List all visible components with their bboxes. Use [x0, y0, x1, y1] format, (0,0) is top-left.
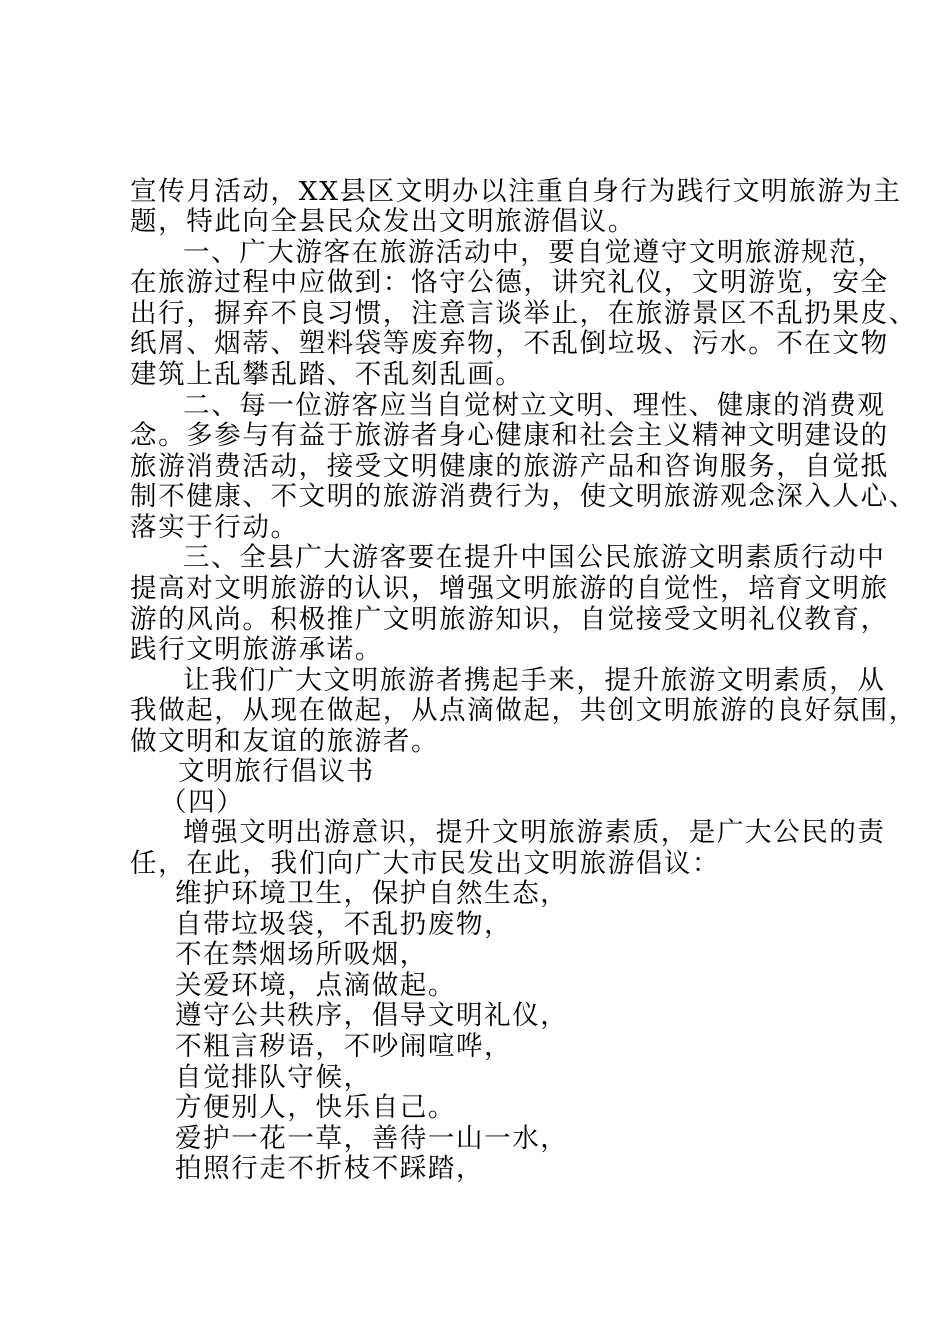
text-line-3: 一、广大游客在旅游活动中，要自觉遵守文明旅游规范，	[183, 237, 886, 268]
text-line-10: 旅游消费活动，接受文明健康的旅游产品和咨询服务，自觉抵	[130, 451, 889, 482]
text-line-12: 落实于行动。	[130, 512, 299, 543]
text-line-29: 不粗言秽语，不吵闹喧哗，	[175, 1031, 513, 1062]
text-line-31: 方便别人，快乐自己。	[175, 1092, 456, 1123]
text-line-24: 维护环境卫生，保护自然生态，	[175, 878, 569, 909]
text-line-17: 让我们广大文明旅游者携起手来，提升旅游文明素质，从	[183, 665, 886, 696]
text-line-27: 关爱环境，点滴做起。	[175, 970, 456, 1001]
text-line-4: 在旅游过程中应做到：恪守公德，讲究礼仪，文明游览，安全	[130, 267, 889, 298]
text-line-11: 制不健康、不文明的旅游消费行为，使文明旅游观念深入人心、	[130, 481, 917, 512]
text-line-1: 宣传月活动，XX县区文明办以注重自身行为践行文明旅游为主	[130, 176, 902, 207]
text-line-28: 遵守公共秩序，倡导文明礼仪，	[175, 1000, 569, 1031]
text-line-25: 自带垃圾袋，不乱扔废物，	[175, 909, 513, 940]
text-line-33: 拍照行走不折枝不踩踏，	[175, 1153, 485, 1184]
text-line-23: 任，在此，我们向广大市民发出文明旅游倡议：	[130, 848, 721, 879]
text-line-9: 念。多参与有益于旅游者身心健康和社会主义精神文明建设的	[130, 420, 889, 451]
text-line-7: 建筑上乱攀乱踏、不乱刻乱画。	[130, 359, 524, 390]
text-line-19: 做文明和友谊的旅游者。	[130, 726, 440, 757]
text-line-8: 二、每一位游客应当自觉树立文明、理性、健康的消费观	[183, 390, 886, 421]
text-line-32: 爱护一花一草，善待一山一水，	[175, 1123, 569, 1154]
text-line-5: 出行，摒弃不良习惯，注意言谈举止，在旅游景区不乱扔果皮、	[130, 298, 917, 329]
text-line-20: 文明旅行倡议书	[178, 756, 375, 787]
text-line-16: 践行文明旅游承诺。	[130, 634, 383, 665]
text-line-21: （四）	[160, 787, 245, 818]
text-line-14: 提高对文明旅游的认识，增强文明旅游的自觉性，培育文明旅	[130, 573, 889, 604]
text-line-26: 不在禁烟场所吸烟，	[175, 939, 428, 970]
text-line-22: 增强文明出游意识，提升文明旅游素质，是广大公民的责	[183, 817, 886, 848]
text-line-18: 我做起，从现在做起，从点滴做起，共创文明旅游的良好氛围，	[130, 695, 917, 726]
text-line-15: 游的风尚。积极推广文明旅游知识，自觉接受文明礼仪教育，	[130, 604, 889, 635]
text-line-2: 题，特此向全县民众发出文明旅游倡议。	[130, 206, 636, 237]
text-line-13: 三、全县广大游客要在提升中国公民旅游文明素质行动中	[183, 542, 886, 573]
text-line-30: 自觉排队守候，	[175, 1062, 372, 1093]
text-line-6: 纸屑、烟蒂、塑料袋等废弃物，不乱倒垃圾、污水。不在文物	[130, 328, 889, 359]
